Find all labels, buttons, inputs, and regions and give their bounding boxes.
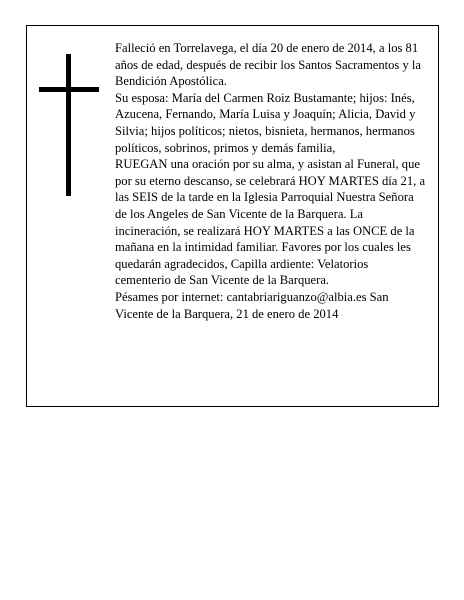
cross-vertical-bar — [66, 54, 71, 196]
family-paragraph: Su esposa: María del Carmen Roiz Bustamante; hijos: Inés, Azucena, Fernando, María Luisa y Joaquín; Alicia, David y Silvia; hijos políticos; nietos, bisnieta, hermanos, hermanos políticos, sobrinos, primos y demás familia, — [115, 90, 416, 155]
funeral-request-paragraph: RUEGAN una oración por su alma, y asistan al Funeral, que por su eterno descanso, se celebrará HOY MARTES día 21, a las SEIS de la tarde en la Iglesia Parroquial Nuestra Señora de los Angeles de San Vicente de la Barquera. La incineración, se realizará HOY MARTES a las ONCE de la mañana en la intimidad familiar. Favores por los cuales les quedarán agradecidos, Capilla ardiente: Velatorios cementerio de San Vicente de la Barquera. — [115, 157, 426, 288]
cross-horizontal-bar — [39, 87, 99, 92]
death-paragraph: Falleció en Torrelavega, el día 20 de enero de 2014, a los 81 años de edad, después de recibir los Santos Sacramentos y la Bendición Apostólica. — [115, 41, 422, 89]
condolences-paragraph: Pésames por internet: cantabriariguanzo@albia.es San Vicente de la Barquera, 21 de enero de 2014 — [115, 289, 389, 321]
cross-icon — [39, 54, 99, 196]
obituary-text — [115, 40, 427, 322]
obituary-notice — [26, 25, 439, 407]
